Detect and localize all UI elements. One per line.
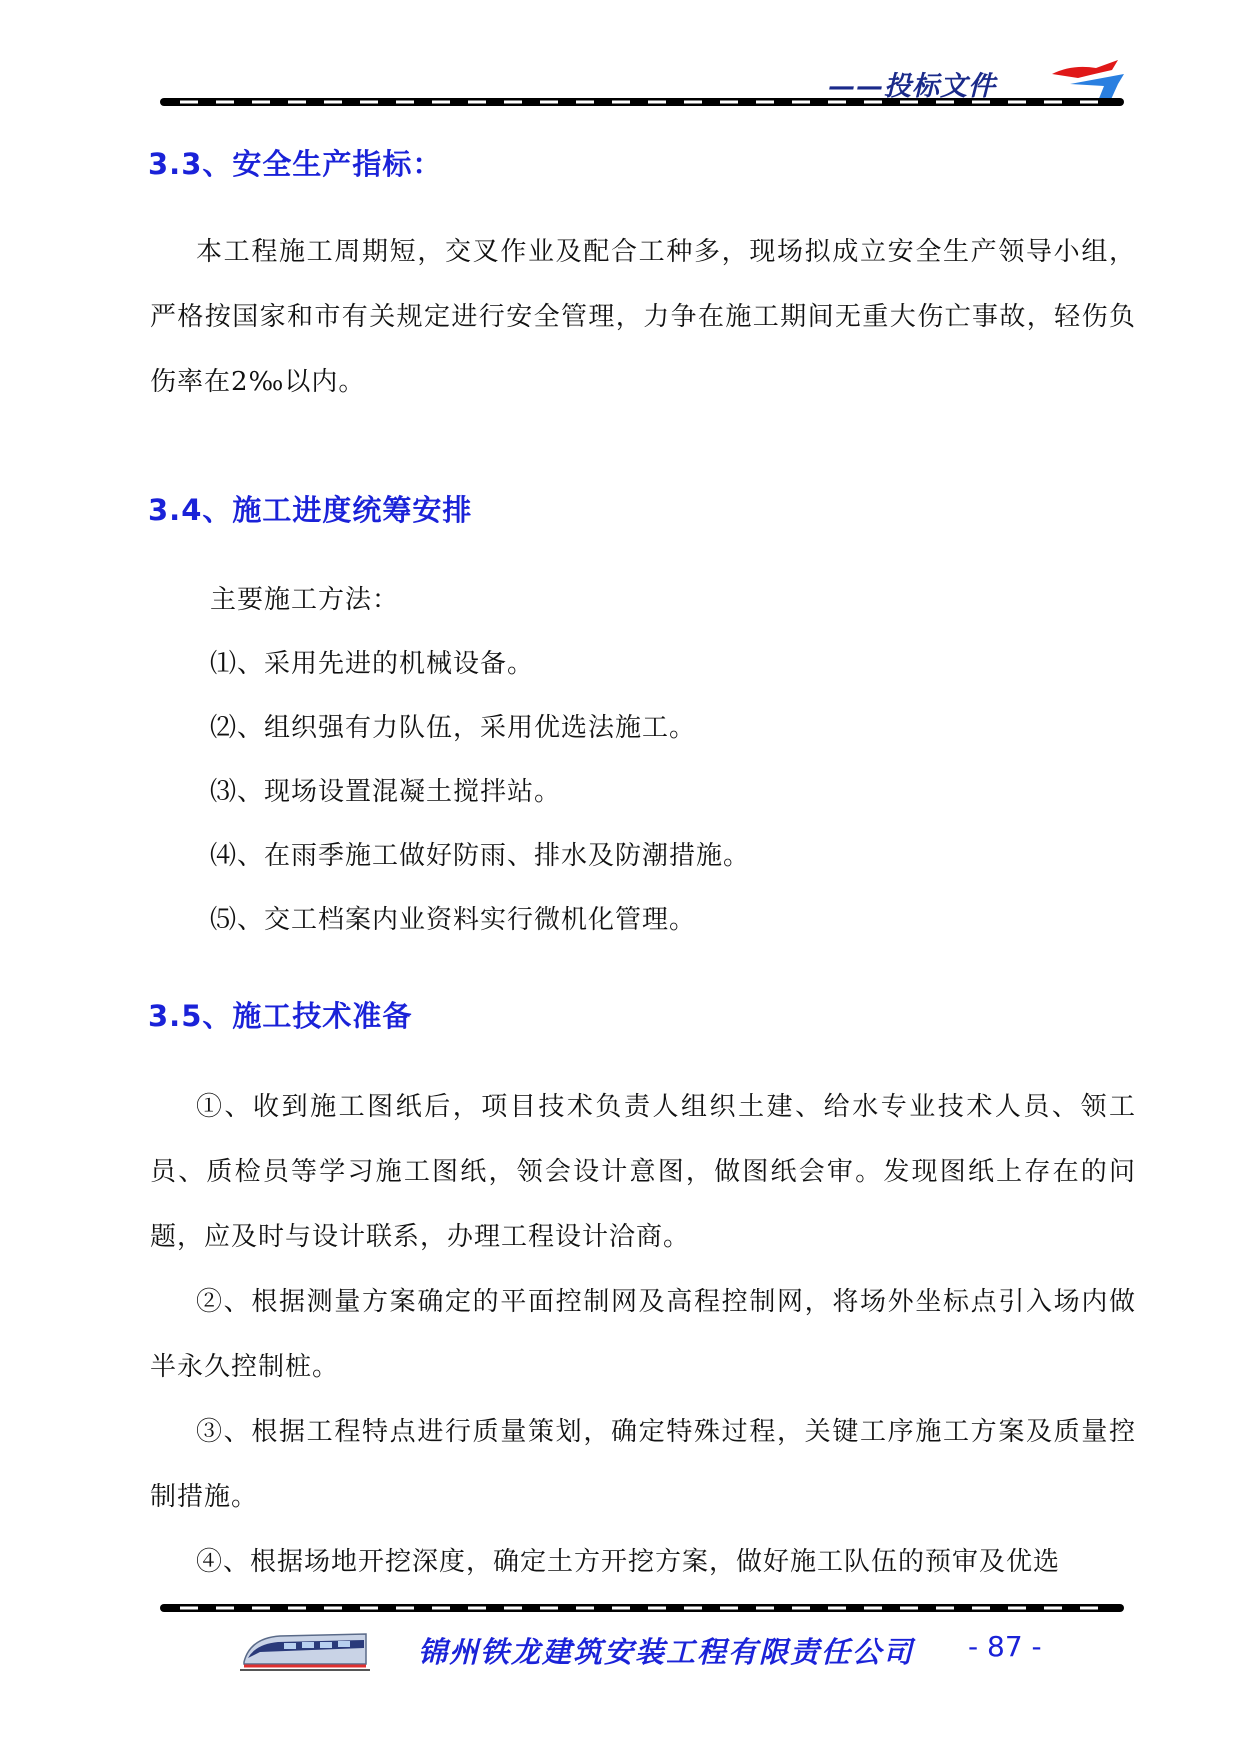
page-number: - 87 - [968,1630,1042,1663]
section-heading-3-3: 3.3、安全生产指标： [148,147,443,181]
list-item: ⑴、采用先进的机械设备。 [210,649,535,679]
safety-paragraph: 本工程施工周期短，交叉作业及配合工种多，现场拟成立安全生产领导小组，严格按国家和市有关规定进行安全管理，力争在施工期间无重大伤亡事故，轻伤负伤率在2‰以内。 [150,237,1136,397]
footer-rule [160,1603,1124,1613]
list-item: ⑶、现场设置混凝土搅拌站。 [210,777,562,807]
list-item: ⑵、组织强有力队伍，采用优选法施工。 [210,713,697,743]
train-icon [240,1622,370,1674]
tech-paragraph: ③、根据工程特点进行质量策划，确定特殊过程，关键工序施工方案及质量控制措施。 [150,1417,1136,1512]
header-title: ——投标文件 [828,71,996,102]
footer-company-name: 锦州铁龙建筑安装工程有限责任公司 [418,1635,915,1669]
header-rule [160,97,1124,107]
list-item: ⑷、在雨季施工做好防雨、排水及防潮措施。 [210,841,751,871]
tech-paragraph: ②、根据测量方案确定的平面控制网及高程控制网，将场外坐标点引入场内做半永久控制桩。 [150,1287,1136,1382]
methods-intro: 主要施工方法： [210,585,400,615]
tech-paragraph: ④、根据场地开挖深度，确定土方开挖方案，做好施工队伍的预审及优选 [196,1547,1061,1577]
section-heading-3-5: 3.5、施工技术准备 [148,999,413,1033]
tech-paragraph: ①、收到施工图纸后，项目技术负责人组织土建、给水专业技术人员、领工员、质检员等学习施工图纸，领会设计意图，做图纸会审。发现图纸上存在的问题，应及时与设计联系，办理工程设计洽商。 [150,1092,1136,1252]
list-item: ⑸、交工档案内业资料实行微机化管理。 [210,905,697,935]
section-heading-3-4: 3.4、施工进度统筹安排 [148,493,473,527]
